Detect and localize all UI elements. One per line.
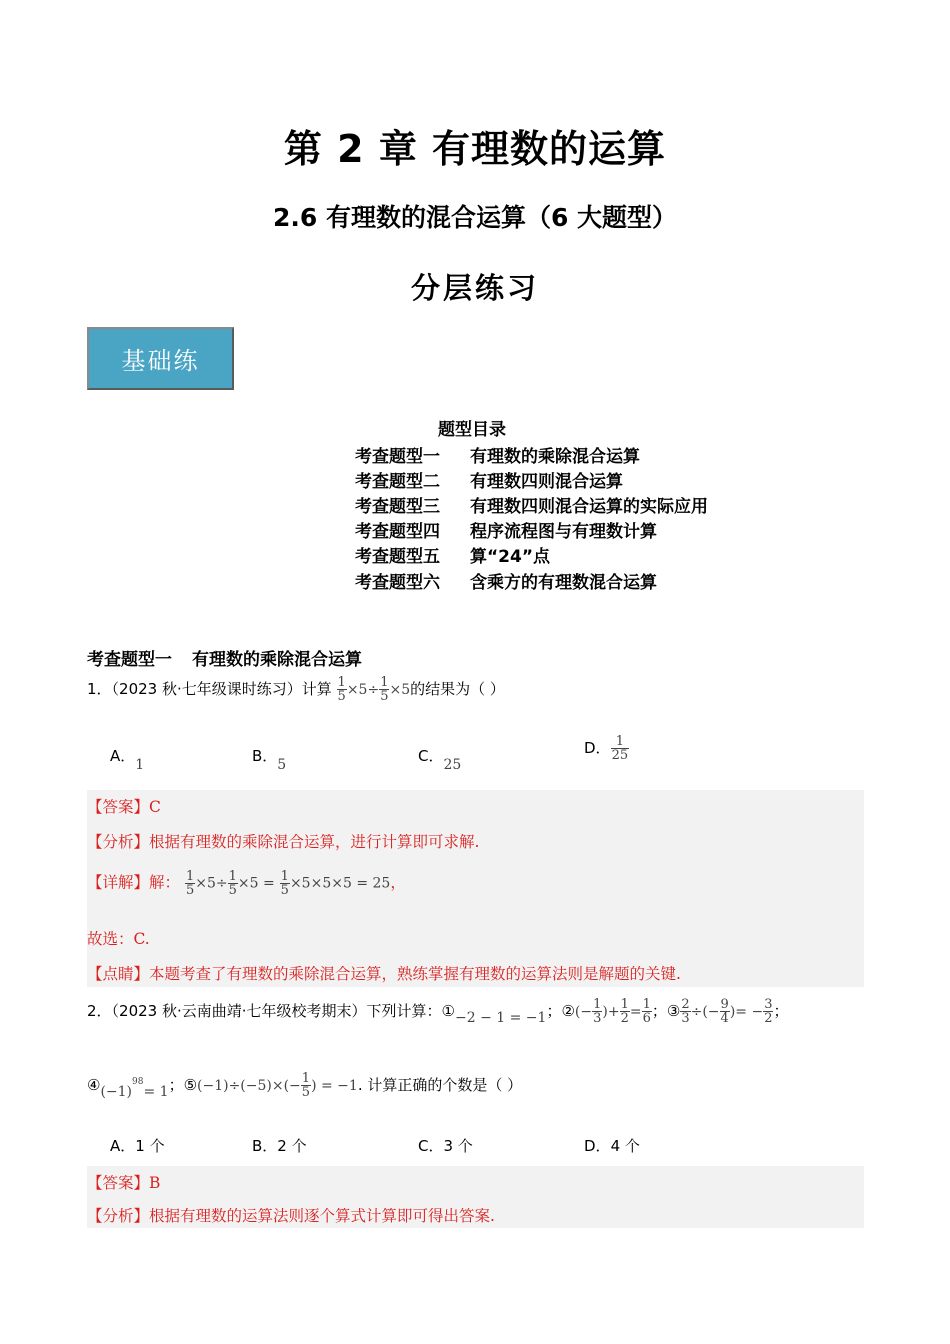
question-2: 2．（2023 秋·云南曲靖·七年级校考期末）下列计算：①−2 − 1 = −1；②(− $\frac{1}{3}$ )+ $\frac{1}{2}$ = $\frac{1}{6}$ ；③ $\frac{2}{3}$ ÷(− $\frac{9}{4}$ )= − $\frac{3}{2}$ ； — [87, 997, 789, 1026]
q1-answer: 【答案】C — [87, 798, 161, 816]
basic-practice-badge: 基础练 — [87, 327, 234, 390]
toc-item: 考查题型四 程序流程图与有理数计算 — [355, 522, 657, 542]
q2-option-a: A．1 个 — [110, 1137, 165, 1155]
q2-answer-box — [87, 1166, 864, 1228]
q1-answer-box — [87, 790, 864, 987]
section-heading: 考查题型一 有理数的乘除混合运算 — [87, 650, 362, 670]
q2-analysis: 【分析】根据有理数的运算法则逐个算式计算即可得出答案. — [87, 1207, 495, 1225]
q1-option-b: B．5 — [252, 747, 287, 773]
sub-title: 分层练习 — [410, 271, 539, 305]
question-2-line2: $④(-1)^{98}= 1$；⑤(−1)÷(−5)×(− $\frac{1}{5}$ ) = −1. 计算正确的个数是（ ） — [87, 1071, 523, 1100]
toc-title: 题型目录 — [438, 420, 506, 440]
q1-choose: 故选：C. — [87, 930, 150, 948]
q1-comment: 【点睛】本题考查了有理数的乘除混合运算，熟练掌握有理数的运算法则是解题的关键. — [87, 965, 681, 983]
toc-item: 考查题型五 算“24”点 — [355, 547, 551, 567]
toc-item: 考查题型三 有理数四则混合运算的实际应用 — [355, 497, 708, 517]
q1-option-c: C．25 — [418, 747, 462, 773]
q2-option-d: D．4 个 — [584, 1137, 640, 1155]
q1-detail: 【详解】解： $\frac{1}{5}$ ×5÷ $\frac{1}{5}$ ×5 = $\frac{1}{5}$ ×5×5×5 = 25， — [87, 869, 406, 898]
chapter-title: 第 2 章 有理数的运算 — [283, 127, 667, 171]
toc-item: 考查题型六 含乘方的有理数混合运算 — [355, 573, 657, 593]
q1-option-d: D． $\frac{1}{25}$ — [584, 734, 629, 763]
q2-option-c: C．3 个 — [418, 1137, 473, 1155]
q2-option-b: B．2 个 — [252, 1137, 307, 1155]
toc-item: 考查题型一 有理数的乘除混合运算 — [355, 447, 640, 467]
toc-item: 考查题型二 有理数四则混合运算 — [355, 472, 623, 492]
question-1: 1．（2023 秋·七年级课时练习）计算 $\frac{1}{5}$ ×5÷ $\frac{1}{5}$ ×5的结果为（ ） — [87, 675, 505, 704]
q1-option-a: A．1 — [110, 747, 145, 773]
section-title: 2.6 有理数的混合运算（6 大题型） — [272, 203, 678, 232]
q1-analysis: 【分析】根据有理数的乘除混合运算，进行计算即可求解. — [87, 833, 480, 851]
q2-answer: 【答案】B — [87, 1174, 161, 1192]
